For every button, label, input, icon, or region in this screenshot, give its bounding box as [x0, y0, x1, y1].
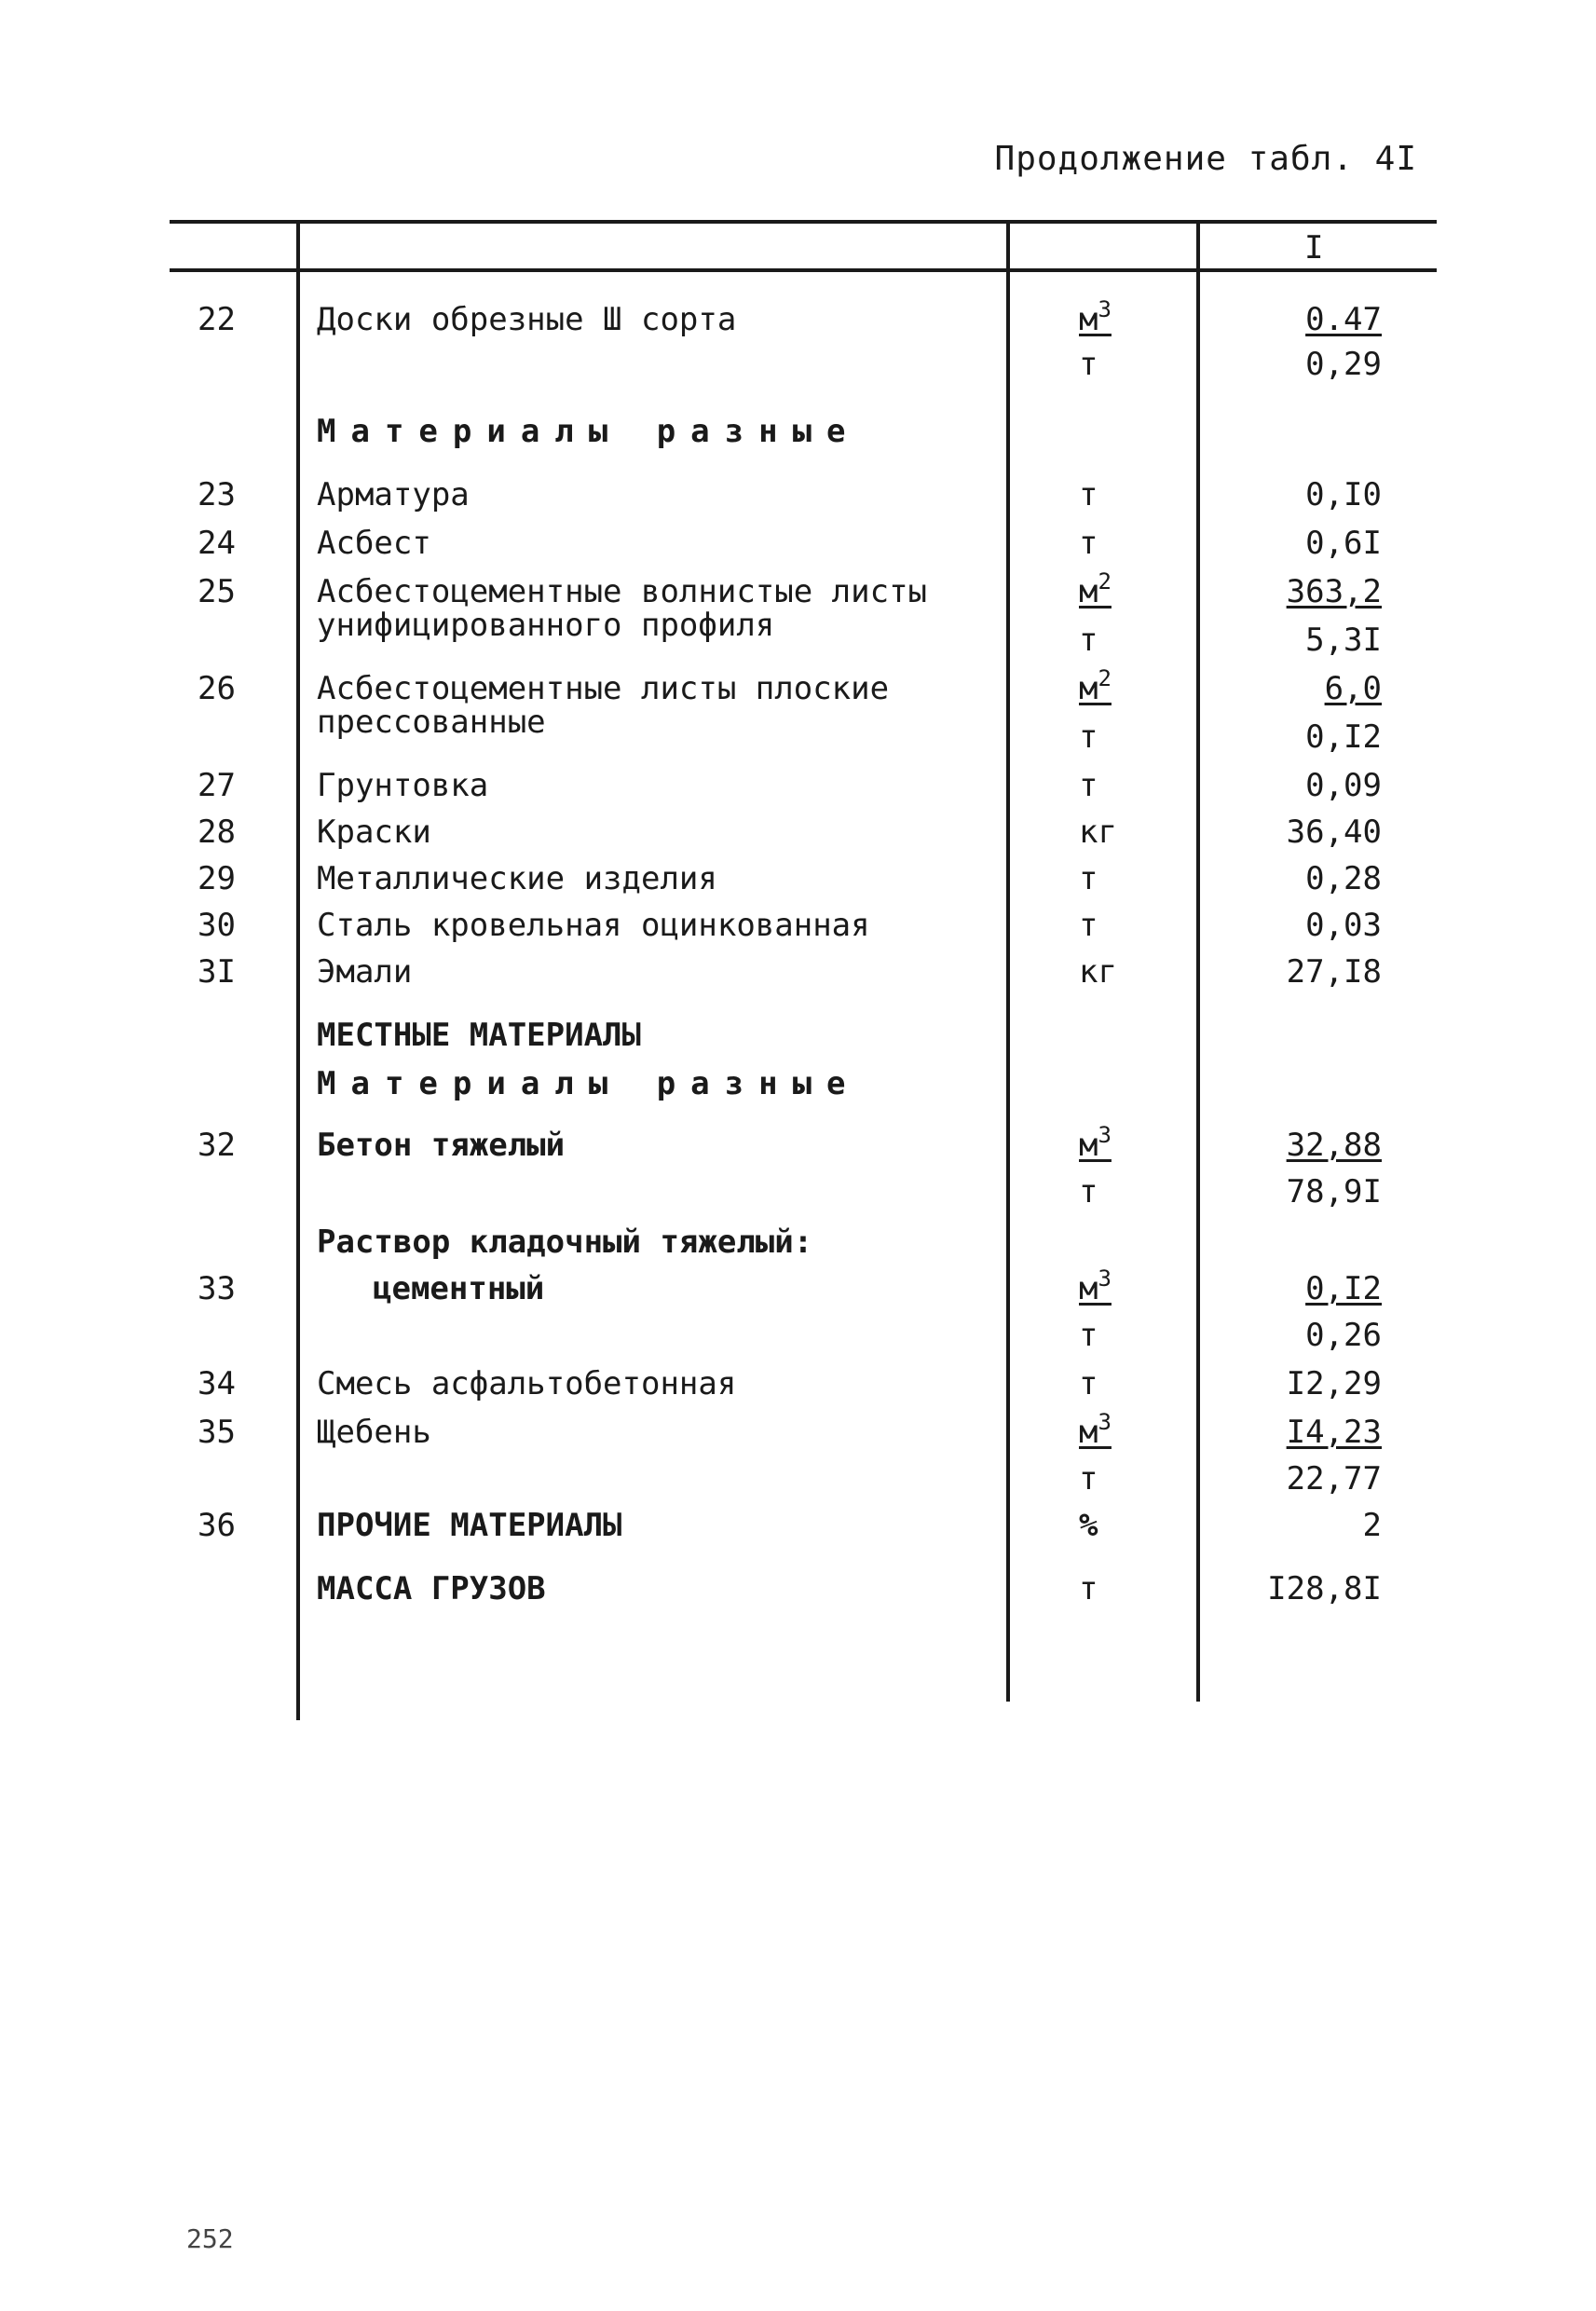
unit: т	[1079, 718, 1098, 756]
unit: т	[1079, 525, 1098, 562]
column-header-value: I	[1304, 229, 1324, 267]
row-number: 32	[198, 1127, 236, 1164]
material-name: Смесь асфальтобетонная	[317, 1365, 737, 1402]
row-number: 28	[198, 814, 236, 851]
quantity-value: 2	[1362, 1507, 1382, 1544]
quantity-value: 27,I8	[1286, 953, 1382, 991]
unit: $м^3$	[1079, 1122, 1112, 1164]
unit: т	[1079, 1317, 1098, 1354]
section-title: Материалы разные	[317, 1065, 861, 1102]
row-number: 3I	[198, 953, 236, 991]
unit: т	[1079, 622, 1098, 659]
quantity-value: 6,0	[1324, 670, 1382, 707]
quantity-value: 5,3I	[1305, 622, 1382, 659]
row-number: 25	[198, 573, 236, 610]
quantity-value: I2,29	[1286, 1365, 1382, 1402]
total-value: I28,8I	[1267, 1570, 1382, 1607]
quantity-value: 0,I2	[1305, 1270, 1382, 1307]
unit: т	[1079, 860, 1098, 897]
quantity-value: 0,29	[1305, 346, 1382, 383]
material-name: Металлические изделия	[317, 860, 717, 897]
quantity-value: 22,77	[1286, 1460, 1382, 1497]
quantity-value: I4,23	[1286, 1414, 1382, 1451]
unit: $м^2$	[1079, 665, 1112, 707]
unit: т	[1079, 346, 1098, 383]
column-divider-3	[1196, 220, 1200, 1702]
unit: т	[1079, 767, 1098, 804]
material-name: Краски	[317, 814, 431, 851]
section-title: Материалы разные	[317, 413, 861, 450]
group-heading: Раствор кладочный тяжелый:	[317, 1224, 813, 1261]
header-bottom-rule	[170, 268, 1437, 272]
unit: $м^3$	[1079, 1265, 1112, 1307]
group-heading: МЕСТНЫЕ МАТЕРИАЛЫ	[317, 1017, 641, 1054]
unit: т	[1079, 1570, 1098, 1607]
quantity-value: 363,2	[1286, 573, 1382, 610]
unit: т	[1079, 907, 1098, 944]
table-top-rule	[170, 220, 1437, 224]
material-name: Бетон тяжелый	[317, 1127, 566, 1164]
quantity-value: 0,03	[1305, 907, 1382, 944]
material-name: Эмали	[317, 953, 413, 991]
material-name: Асбестоцементные волнистые листы	[317, 573, 928, 610]
row-number: 33	[198, 1270, 236, 1307]
column-divider-2	[1006, 220, 1010, 1702]
row-number: 26	[198, 670, 236, 707]
material-name: Асбестоцементные листы плоские	[317, 670, 890, 707]
quantity-value: 78,9I	[1286, 1173, 1382, 1210]
quantity-value: 36,40	[1286, 814, 1382, 851]
material-name: Щебень	[317, 1414, 431, 1451]
material-name: ПРОЧИЕ МАТЕРИАЛЫ	[317, 1507, 622, 1544]
unit: $м^3$	[1079, 296, 1112, 338]
quantity-value: 0,26	[1305, 1317, 1382, 1354]
row-number: 36	[198, 1507, 236, 1544]
unit: т	[1079, 1365, 1098, 1402]
row-number: 30	[198, 907, 236, 944]
unit: т	[1079, 1173, 1098, 1210]
row-number: 22	[198, 301, 236, 338]
column-divider-1	[296, 220, 300, 1720]
material-name: цементный	[373, 1270, 545, 1307]
material-name-continued: прессованные	[317, 704, 546, 741]
quantity-value: 0,I2	[1305, 718, 1382, 756]
row-number: 27	[198, 767, 236, 804]
material-name: Грунтовка	[317, 767, 489, 804]
unit: кг	[1079, 814, 1117, 851]
quantity-value: 0.47	[1305, 301, 1382, 338]
material-name-continued: унифицированного профиля	[317, 607, 775, 644]
total-label: МАССА ГРУЗОВ	[317, 1570, 546, 1607]
unit: кг	[1079, 953, 1117, 991]
table-caption: Продолжение табл. 4I	[994, 140, 1417, 178]
page-number: 252	[186, 2223, 234, 2254]
unit: т	[1079, 476, 1098, 513]
unit: $м^3$	[1079, 1409, 1112, 1451]
material-name: Арматура	[317, 476, 470, 513]
material-name: Асбест	[317, 525, 431, 562]
material-name: Доски обрезные Ш сорта	[317, 301, 737, 338]
unit: т	[1079, 1460, 1098, 1497]
quantity-value: 0,28	[1305, 860, 1382, 897]
quantity-value: 0,09	[1305, 767, 1382, 804]
unit: $м^2$	[1079, 568, 1112, 610]
row-number: 35	[198, 1414, 236, 1451]
unit: %	[1079, 1507, 1098, 1544]
row-number: 24	[198, 525, 236, 562]
quantity-value: 0,I0	[1305, 476, 1382, 513]
row-number: 29	[198, 860, 236, 897]
quantity-value: 0,6I	[1305, 525, 1382, 562]
material-name: Сталь кровельная оцинкованная	[317, 907, 870, 944]
row-number: 23	[198, 476, 236, 513]
row-number: 34	[198, 1365, 236, 1402]
quantity-value: 32,88	[1286, 1127, 1382, 1164]
